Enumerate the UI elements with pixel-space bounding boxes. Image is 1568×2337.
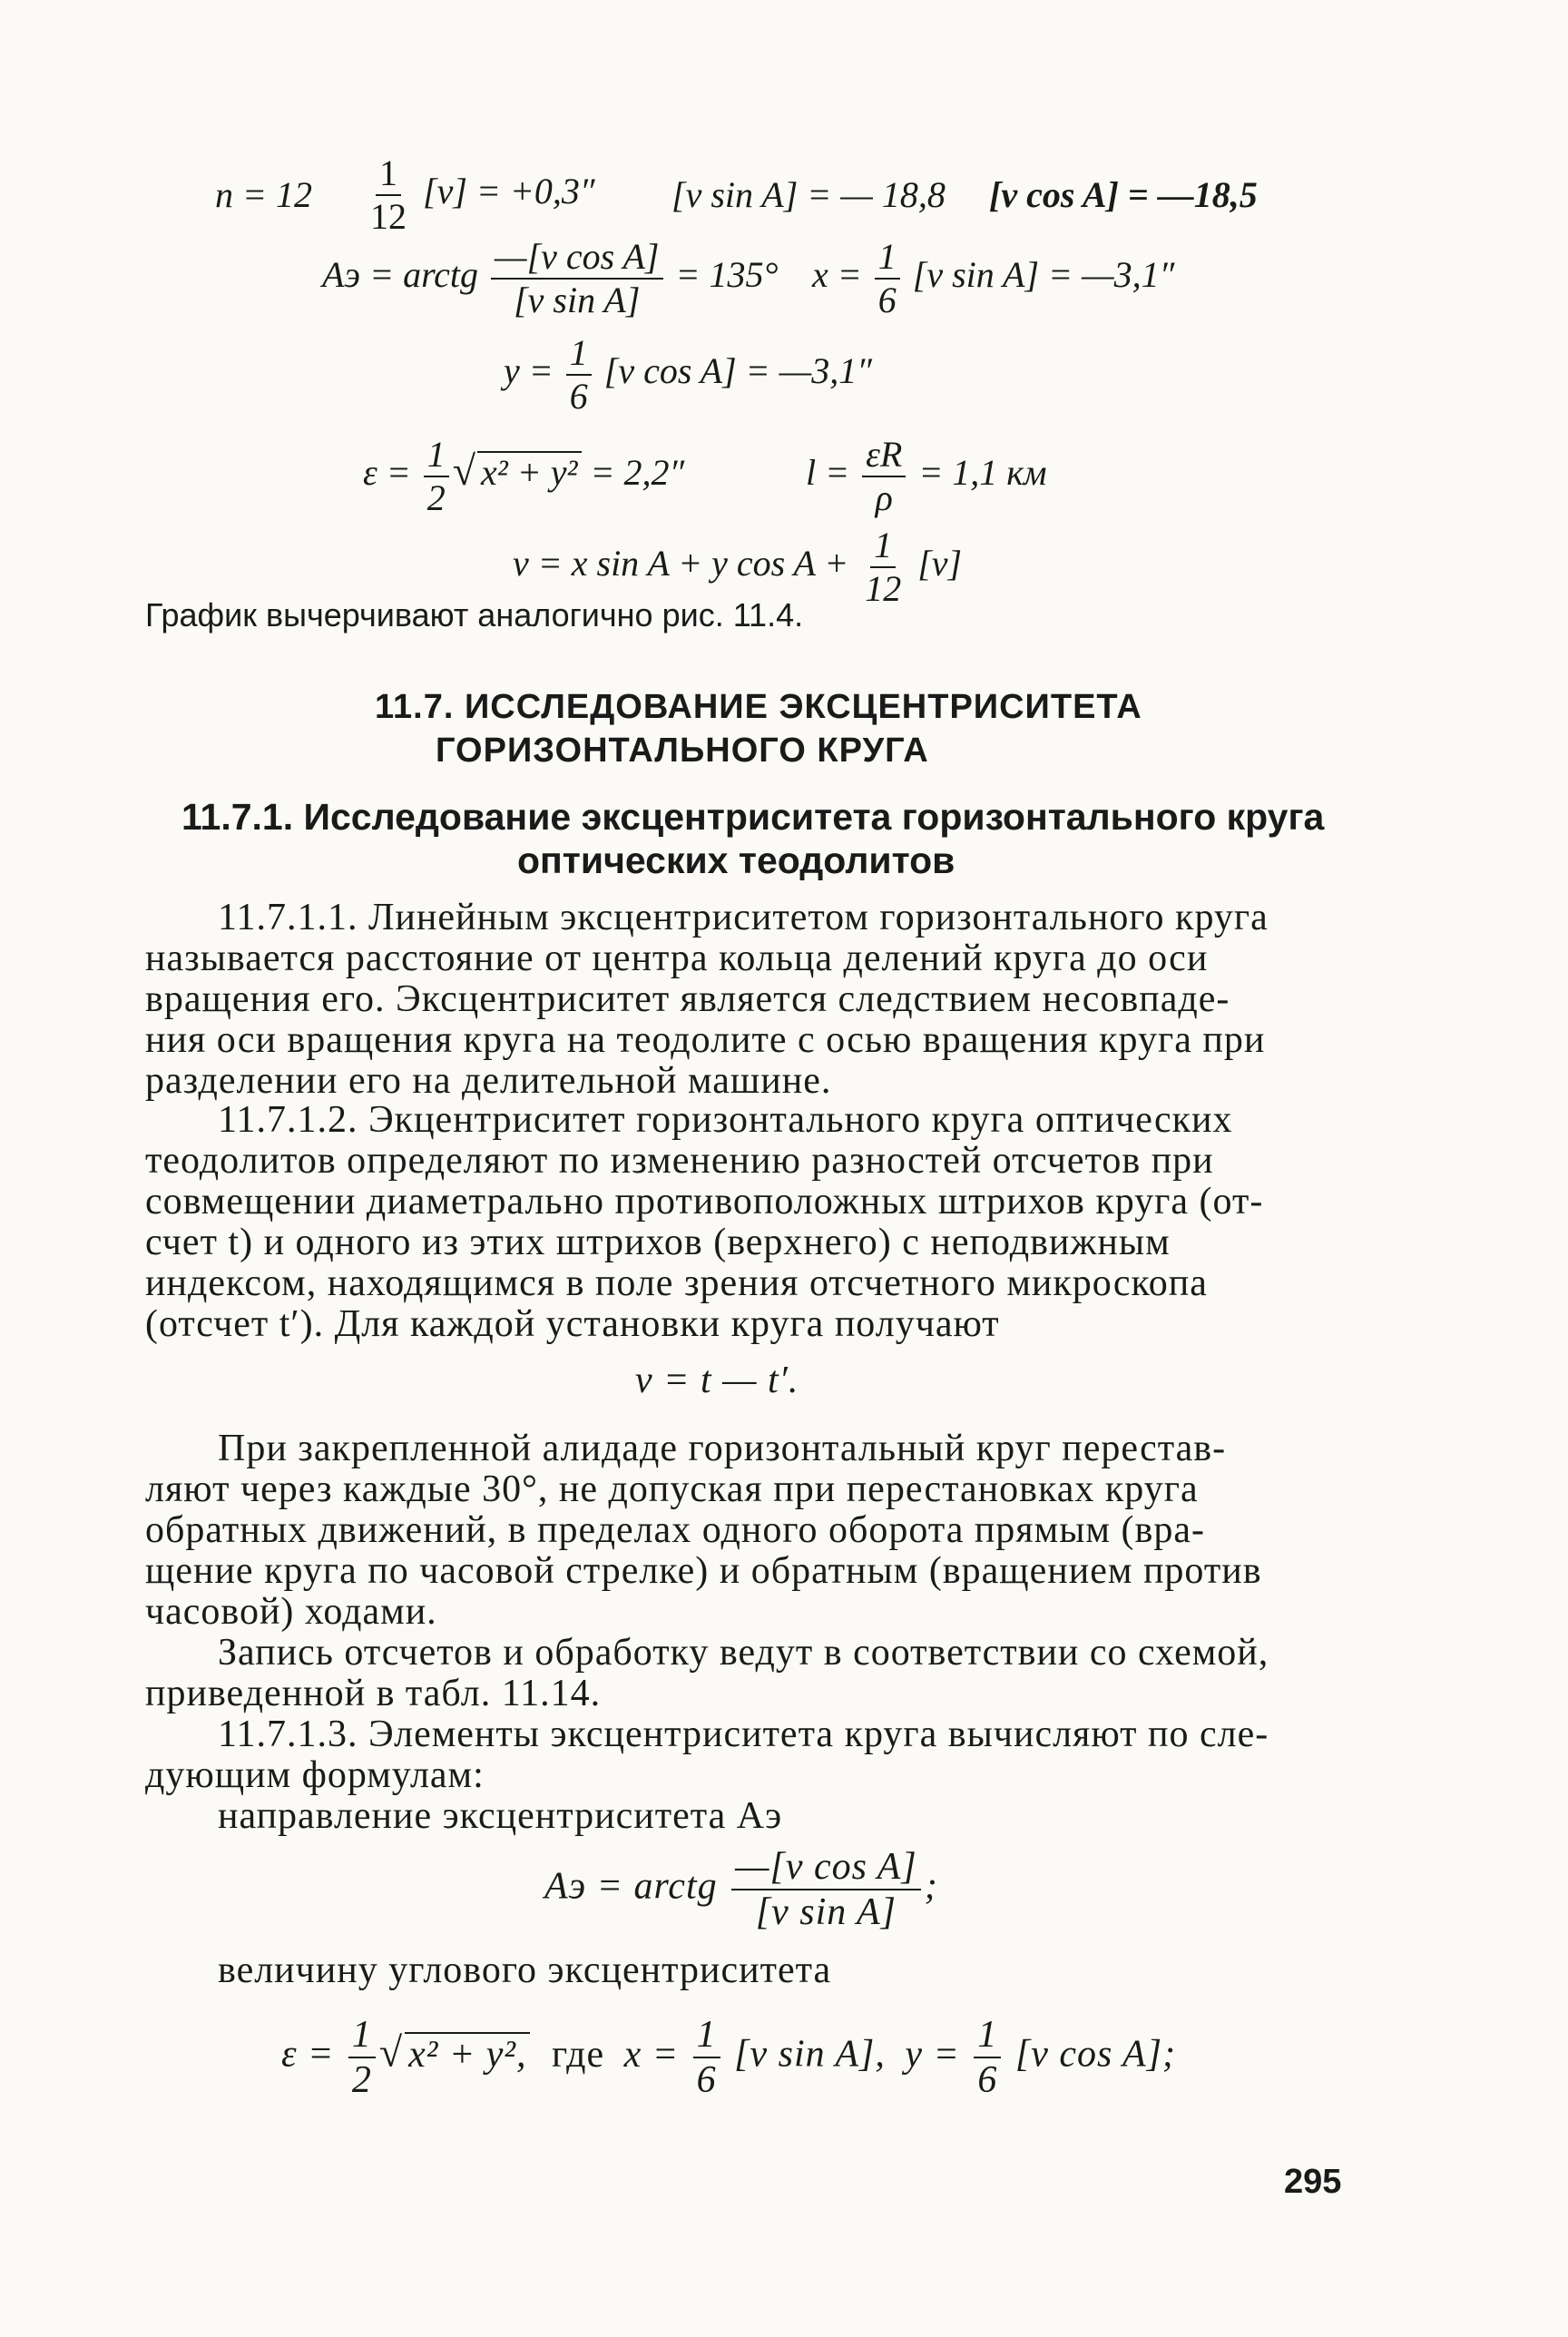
formula-eps: ε = $\frac{1}{2}$ √ x² + y², где x = $\frac{1}{6}$ [v sin A], y = $\frac{1}{6}$ [v cos A]; [281,2014,1177,2102]
p1-line3: вращения его. Эксцентриситет является следствием несовпаде- [145,978,1230,1020]
page-number: 295 [1284,2163,1342,2201]
p4-line2: приведенной в табл. 11.14. [145,1673,602,1714]
p6-line1: величину углового эксцентриситета [218,1949,832,1991]
p2-line1: 11.7.1.2. Экцентриситет горизонтального круга оптических [218,1099,1233,1141]
formula-n: n = 12 [215,174,312,215]
formula-l: l = $\frac{\varepsilon R}{\rho}$ = 1,1 км [806,434,1047,518]
p3-line3: обратных движений, в пределах одного оборота прямым (вра- [145,1509,1205,1551]
p3-line4: щение круга по часовой стрелке) и обратным (вращением против [145,1550,1262,1592]
graph-caption: График вычерчивают аналогично рис. 11.4. [145,596,804,633]
formula-eps-top: ε = $\frac{1}{2}$ √ x² + y² = 2,2″ [363,434,685,518]
equation-v: v = t — t′. [635,1360,799,1401]
p5-line3: направление эксцентриситета Aэ [218,1795,783,1837]
p2-line3: совмещении диаметрально противоположных штрихов круга (от- [145,1181,1264,1223]
p4-line1: Запись отсчетов и обработку ведут в соответствии со схемой, [218,1632,1269,1674]
subsection-heading-line1: 11.7.1. Исследование эксцентриситета горизонтального круга [181,796,1325,838]
p3-line2: ляют через каждые 30°, не допуская при перестановках круга [145,1468,1199,1510]
formula-vcos: [v cos A] = —18,5 [989,174,1258,215]
p3-line5: часовой) ходами. [145,1591,437,1633]
section-heading-line2: ГОРИЗОНТАЛЬНОГО КРУГА [436,732,929,770]
p1-line2: называется расстояние от центра кольца делений круга до оси [145,938,1209,979]
p2-line6: (отсчет t′). Для каждой установки круга получают [145,1303,1000,1345]
formula-ae: Aэ = arctg $\frac{\text{—[v cos A]}}{\text{[v sin A]}}$ ; [544,1846,938,1934]
p5-line1: 11.7.1.3. Элементы эксцентриситета круга вычисляют по сле- [218,1713,1269,1755]
subsection-heading-line2: оптических теодолитов [517,840,956,881]
section-heading-line1: 11.7. ИССЛЕДОВАНИЕ ЭКСЦЕНТРИСИТЕТА [375,688,1142,726]
p1-line1: 11.7.1.1. Линейным эксцентриситетом горизонтального круга [218,897,1269,938]
p1-line4: ния оси вращения круга на теодолите с осью вращения круга при [145,1019,1266,1061]
formula-x-top: x = $\frac{1}{6}$ [v sin A] = —3,1″ [812,236,1175,320]
formula-y-top: y = $\frac{1}{6}$ [v cos A] = —3,1″ [504,332,872,417]
p2-line2: теодолитов определяют по изменению разностей отсчетов при [145,1140,1214,1182]
formula-v-twelfth: $\frac{1}{12}$ [v] = +0,3″ [370,152,595,237]
p5-line2: дующим формулам: [145,1754,485,1796]
p2-line4: счет t) и одного из этих штрихов (верхнего) с неподвижным [145,1222,1171,1263]
p2-line5: индексом, находящимся в поле зрения отсчетного микроскопа [145,1262,1208,1304]
formula-vbar: v = x sin A + y cos A + $\frac{1}{12}$ [v] [513,525,963,609]
p3-line1: При закрепленной алидаде горизонтальный круг перестав- [218,1428,1227,1469]
p1-line5: разделении его на делительной машине. [145,1060,832,1102]
formula-ae-top: Aэ = arctg $\frac{\text{—[v cos A]}}{\text{[v sin A]}}$ = 135° [322,236,779,320]
formula-vsin: [v sin A] = — 18,8 [671,174,946,215]
